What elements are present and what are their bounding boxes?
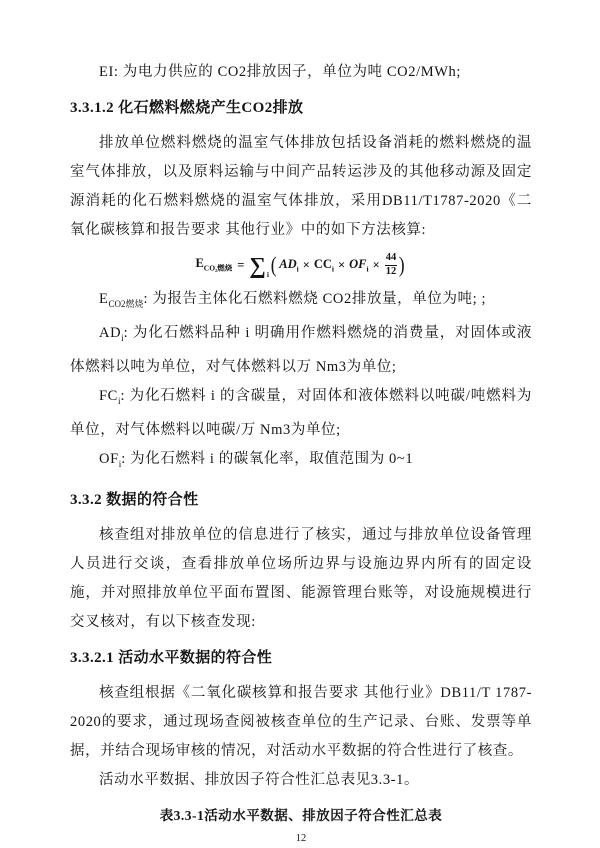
- section-heading-3321: 3.3.2.1 活动水平数据的符合性: [70, 649, 273, 666]
- term-of: $OF_i$: [99, 450, 122, 469]
- multiply-sign: ×: [372, 257, 380, 272]
- sigma-index: i: [266, 269, 269, 279]
- paragraph-3321-1: 核查组根据《二氧化碳核算和报告要求 其他行业》DB11/T 1787-2020的要求，通过现场查阅被核查单位的生产记录、台账、发票等单据，并结合现场审核的情况，对活动水平数据的符合性进行了核查。: [70, 684, 532, 759]
- definition-fc: [70, 382, 532, 445]
- formula-lhs: $E_{CO_2燃烧}$: [195, 256, 233, 273]
- section-heading-332: 3.3.2 数据的符合性: [70, 491, 199, 508]
- page-number: 12: [295, 832, 307, 844]
- formula-lhs-subscript: CO₂燃烧: [203, 263, 233, 273]
- equals-sign: =: [237, 257, 245, 272]
- term-ad: $AD_i$: [99, 324, 124, 343]
- definition-of: [70, 445, 532, 479]
- variable-of: $OF_i$: [349, 256, 369, 274]
- term-eco2: $E_{CO2燃烧}$: [99, 291, 144, 309]
- paragraph-332: 核查组对排放单位的信息进行了核实，通过与排放单位设备管理人员进行交谈，查看排放单位场所边界与设施边界内所有的固定设施，并对照排放单位平面布置图、能源管理台账等，对设施规模进行交叉核对，有以下核查发现:: [70, 526, 532, 630]
- multiply-sign: ×: [338, 257, 346, 272]
- definition-of-text: : 为化石燃料 i 的碳氧化率，取值范围为 0~1: [121, 450, 414, 467]
- ei-definition-line: EI: 为电力供应的 CO2排放因子，单位为吨 CO2/MWh;: [99, 64, 461, 80]
- co2-combustion-formula: [70, 246, 532, 284]
- fraction-44-12: $\frac{44}{12}$: [385, 252, 397, 277]
- multiply-sign: ×: [302, 257, 310, 272]
- definition-fc-text: : 为化石燃料 i 的含碳量，对固体和液体燃料以吨碳/吨燃料为单位，对气体燃料以吨碳/万 Nm3为单位;: [70, 387, 532, 438]
- definition-ad: [70, 319, 532, 382]
- open-paren: (: [270, 252, 277, 277]
- variable-ad: $AD_i$: [279, 256, 299, 274]
- variable-cc: $CC_i$: [313, 256, 334, 274]
- paragraph-3321-2: 活动水平数据、排放因子符合性汇总表见3.3-1。: [99, 771, 420, 788]
- term-fc: $FC_i$: [99, 387, 121, 406]
- section-heading-3312: 3.3.1.2 化石燃料燃烧产生CO2排放: [70, 100, 304, 116]
- paragraph-3312: 排放单位燃料燃烧的温室气体排放包括设备消耗的燃料燃烧的温室气体排放，以及原料运输与中间产品转运涉及的其他移动源及固定源消耗的化石燃料燃烧的温室气体排放，采用DB11/T1787-2020《二氧化碳核算和报告要求 其他行业》中的如下方法核算:: [70, 135, 532, 238]
- definition-eco2: [70, 285, 532, 319]
- summation-sigma: ∑ $_i$: [249, 252, 269, 279]
- definition-eco2-text: : 为报告主体化石燃料燃烧 CO2排放量，单位为吨; ;: [143, 291, 487, 307]
- close-paren: ): [398, 252, 405, 277]
- table-caption: 表3.3-1活动水平数据、排放因子符合性汇总表: [159, 807, 443, 823]
- definition-ad-text: : 为化石燃料品种 i 明确用作燃料燃烧的消费量，对固体或液体燃料以吨为单位，对气体燃料以万 Nm3为单位;: [70, 324, 532, 375]
